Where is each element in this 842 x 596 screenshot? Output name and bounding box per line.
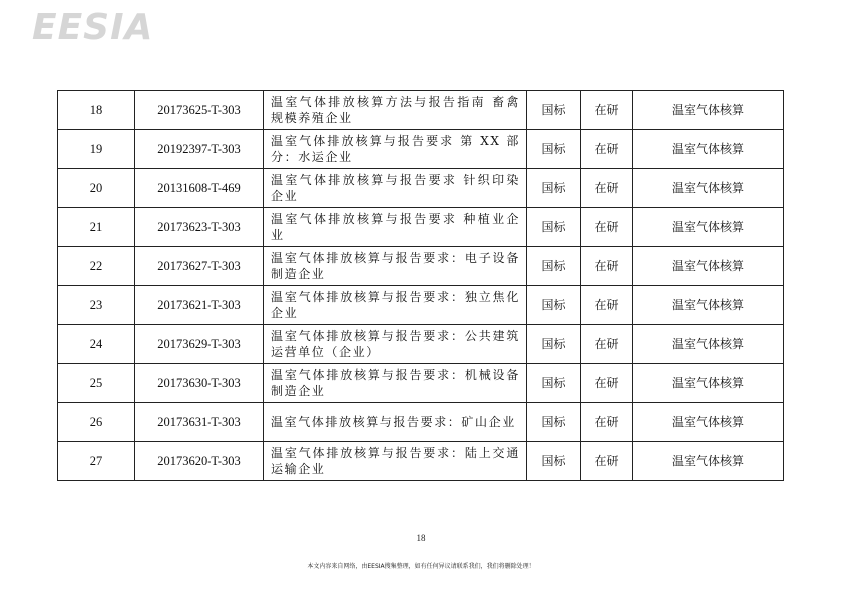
standard-type: 国标 [527,208,581,247]
standard-type: 国标 [527,325,581,364]
standard-category: 温室气体核算 [633,364,784,403]
standard-category: 温室气体核算 [633,247,784,286]
row-number: 20 [58,169,135,208]
standard-status: 在研 [581,130,633,169]
standard-type: 国标 [527,91,581,130]
standard-name: 温室气体排放核算与报告要求 种植业企业 [264,208,527,247]
plan-code: 20173629-T-303 [135,325,264,364]
table-row [58,325,784,364]
standard-type: 国标 [527,169,581,208]
standard-name: 温室气体排放核算与报告要求：独立焦化企业 [264,286,527,325]
standard-type: 国标 [527,442,581,481]
standard-status: 在研 [581,286,633,325]
row-number: 18 [58,91,135,130]
table-row [58,169,784,208]
standard-category: 温室气体核算 [633,442,784,481]
standard-category: 温室气体核算 [633,130,784,169]
standard-status: 在研 [581,364,633,403]
plan-code: 20131608-T-469 [135,169,264,208]
standard-name: 温室气体排放核算与报告要求 针织印染企业 [264,169,527,208]
eesia-logo: EESIA [32,7,154,48]
plan-code: 20173627-T-303 [135,247,264,286]
standard-type: 国标 [527,247,581,286]
standard-name: 温室气体排放核算与报告要求 第 XX 部分：水运企业 [264,130,527,169]
row-number: 25 [58,364,135,403]
table-row [58,364,784,403]
table-row [58,403,784,442]
standard-status: 在研 [581,325,633,364]
footer-note: 本文内容来自网络，由EESIA搜集整理，如有任何异议请联系我们，我们将删除处理！ [307,563,535,570]
standard-status: 在研 [581,442,633,481]
page-number: 18 [416,533,426,543]
standard-name: 温室气体排放核算与报告要求：公共建筑运营单位（企业） [264,325,527,364]
table-row [58,130,784,169]
standard-category: 温室气体核算 [633,325,784,364]
standard-status: 在研 [581,208,633,247]
row-number: 26 [58,403,135,442]
standard-category: 温室气体核算 [633,91,784,130]
standard-name: 温室气体排放核算与报告要求：陆上交通运输企业 [264,442,527,481]
row-number: 22 [58,247,135,286]
standard-name: 温室气体排放核算与报告要求：矿山企业 [264,403,527,442]
standard-type: 国标 [527,286,581,325]
standard-name: 温室气体排放核算与报告要求：机械设备制造企业 [264,364,527,403]
row-number: 24 [58,325,135,364]
table-body [58,91,784,481]
standard-category: 温室气体核算 [633,403,784,442]
table-row [58,442,784,481]
plan-code: 20173620-T-303 [135,442,264,481]
row-number: 19 [58,130,135,169]
standard-status: 在研 [581,91,633,130]
standard-type: 国标 [527,403,581,442]
table-row [58,247,784,286]
plan-code: 20173621-T-303 [135,286,264,325]
plan-code: 20173623-T-303 [135,208,264,247]
plan-code: 20173625-T-303 [135,91,264,130]
plan-code: 20192397-T-303 [135,130,264,169]
standard-category: 温室气体核算 [633,169,784,208]
row-number: 27 [58,442,135,481]
table-row [58,91,784,130]
row-number: 23 [58,286,135,325]
standard-category: 温室气体核算 [633,208,784,247]
standard-type: 国标 [527,130,581,169]
table-row [58,286,784,325]
standard-name: 温室气体排放核算方法与报告指南 畜禽规模养殖企业 [264,91,527,130]
standard-name: 温室气体排放核算与报告要求：电子设备制造企业 [264,247,527,286]
table-row [58,208,784,247]
plan-code: 20173630-T-303 [135,364,264,403]
plan-code: 20173631-T-303 [135,403,264,442]
standard-status: 在研 [581,169,633,208]
standards-table [57,90,784,481]
standard-status: 在研 [581,247,633,286]
standard-type: 国标 [527,364,581,403]
standard-category: 温室气体核算 [633,286,784,325]
standard-status: 在研 [581,403,633,442]
row-number: 21 [58,208,135,247]
